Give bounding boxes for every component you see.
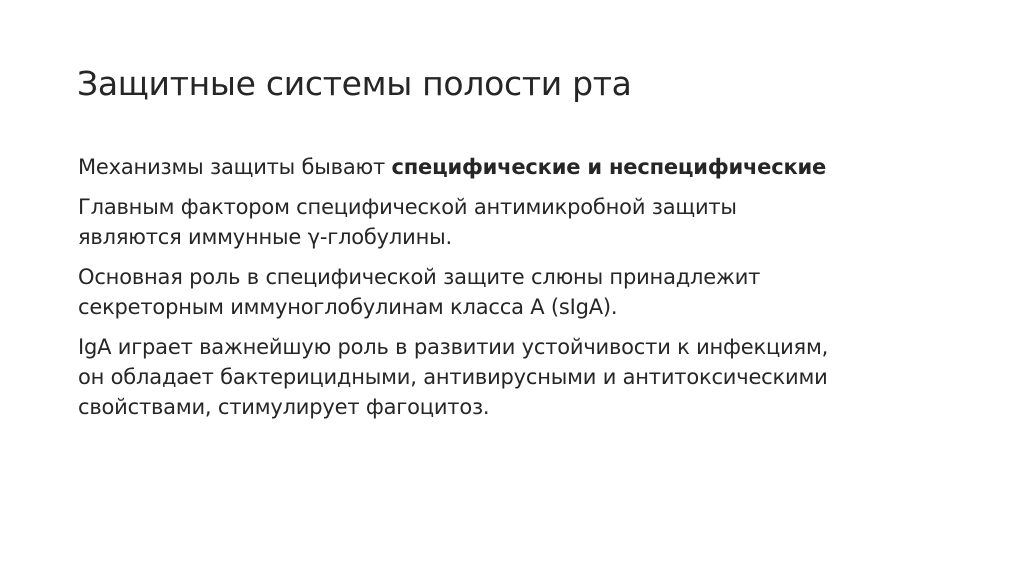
main-factor-line-1: Главным фактором специфической антимикробной защиты — [78, 195, 737, 219]
slide-title: Защитные системы полости рта — [77, 64, 632, 103]
mechanisms-bold-text: специфические и неспецифические — [391, 155, 827, 179]
mechanisms-text: Механизмы защиты бывают — [78, 155, 392, 179]
iga-line-1: IgA играет важнейшую роль в развитии устойчивости к инфекциям, — [78, 335, 829, 359]
iga-line-3: свойствами, стимулирует фагоцитоз. — [78, 395, 490, 419]
paragraph-mechanisms — [78, 152, 978, 182]
slide-body — [78, 152, 978, 432]
paragraph-main-factor — [78, 192, 978, 252]
main-factor-line-2: являются иммунные γ-глобулины. — [78, 225, 452, 249]
iga-line-2: он обладает бактерицидными, антивирусными и антитоксическими — [78, 365, 828, 389]
paragraph-main-role — [78, 262, 978, 322]
main-role-line-2: секреторным иммуноглобулинам класса А (sIgA). — [78, 295, 618, 319]
paragraph-iga — [78, 332, 978, 422]
main-role-line-1: Основная роль в специфической защите слюны принадлежит — [78, 265, 761, 289]
